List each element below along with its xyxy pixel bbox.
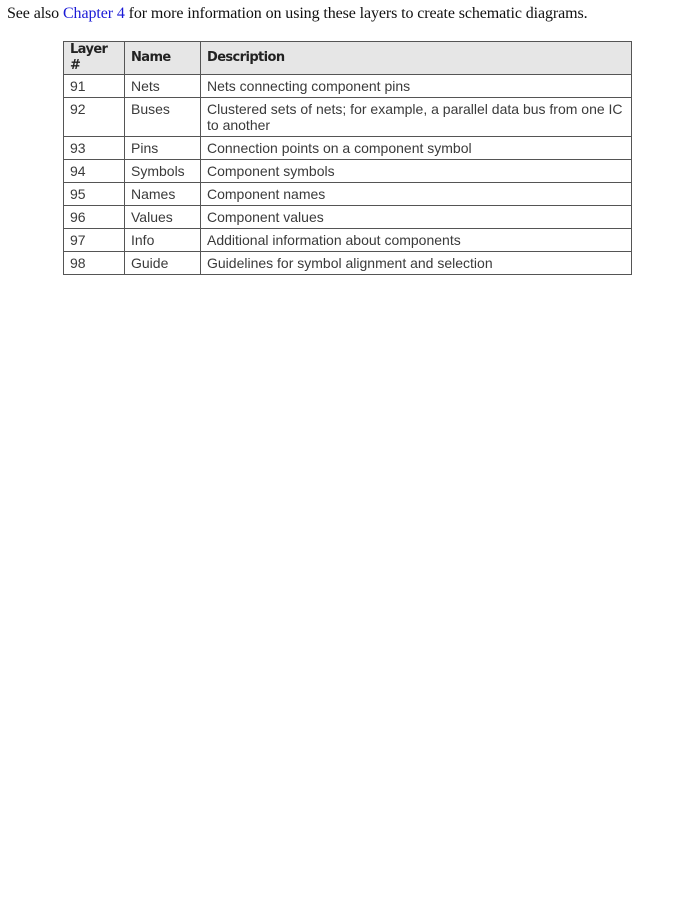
table-row bbox=[64, 160, 632, 183]
cell-layer: 97 bbox=[64, 229, 125, 252]
chapter-4-link[interactable]: Chapter 4 bbox=[62, 5, 125, 22]
cell-name: Symbols bbox=[125, 160, 201, 183]
cell-description: Component values bbox=[201, 206, 632, 229]
cell-layer: 93 bbox=[64, 137, 125, 160]
cell-description: Component names bbox=[201, 183, 632, 206]
header-description: Description bbox=[201, 42, 632, 75]
cell-description: Connection points on a component symbol bbox=[201, 137, 632, 160]
cell-description: Nets connecting component pins bbox=[201, 75, 632, 98]
table-row bbox=[64, 137, 632, 160]
cell-layer: 92 bbox=[64, 98, 125, 137]
cell-description: Additional information about components bbox=[201, 229, 632, 252]
cell-layer: 94 bbox=[64, 160, 125, 183]
layers-table bbox=[63, 41, 632, 275]
cell-layer: 95 bbox=[64, 183, 125, 206]
cell-name: Values bbox=[125, 206, 201, 229]
table-row bbox=[64, 183, 632, 206]
cell-description: Component symbols bbox=[201, 160, 632, 183]
header-name: Name bbox=[125, 42, 201, 75]
cell-name: Names bbox=[125, 183, 201, 206]
intro-paragraph bbox=[7, 5, 588, 23]
table-header-row bbox=[64, 42, 632, 75]
cell-layer: 98 bbox=[64, 252, 125, 275]
table-row bbox=[64, 229, 632, 252]
cell-layer: 96 bbox=[64, 206, 125, 229]
cell-name: Buses bbox=[125, 98, 201, 137]
intro-text-before: See also bbox=[7, 5, 63, 22]
cell-name: Guide bbox=[125, 252, 201, 275]
cell-name: Pins bbox=[125, 137, 201, 160]
cell-name: Nets bbox=[125, 75, 201, 98]
header-layer-number: Layer # bbox=[64, 42, 125, 75]
table-row bbox=[64, 75, 632, 98]
cell-description: Guidelines for symbol alignment and selection bbox=[201, 252, 632, 275]
table-row bbox=[64, 206, 632, 229]
intro-text-after: for more information on using these layers to create schematic diagrams. bbox=[124, 5, 588, 22]
cell-description: Clustered sets of nets; for example, a parallel data bus from one IC to another bbox=[201, 98, 632, 137]
cell-layer: 91 bbox=[64, 75, 125, 98]
cell-name: Info bbox=[125, 229, 201, 252]
table-row bbox=[64, 252, 632, 275]
table-row bbox=[64, 98, 632, 137]
